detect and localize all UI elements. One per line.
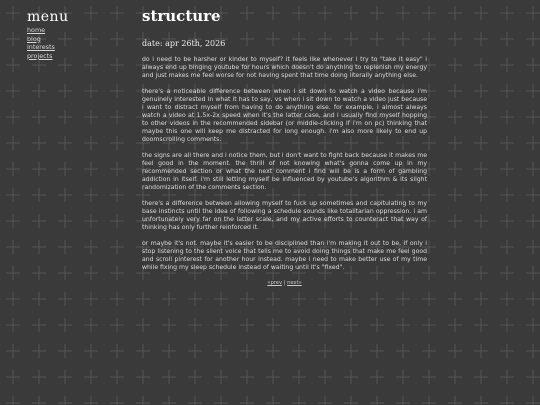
post-date: date: apr 26th, 2026: [142, 39, 226, 48]
post-paragraph: the signs are all there and i notice them, but i don't want to fight back because it makes me feel good in the moment. the thrill of not knowing what's gonna come up in my recommended section or what the next comment i find will be is a form of gambling addiction in itself. i'm still letting myself be influenced by youtube's algorithm & its slight randomization of the comments section.: [142, 151, 427, 192]
nav-link-interests[interactable]: interests: [27, 43, 55, 52]
post-paragraph: there's a difference between allowing myself to fuck up sometimes and capitulating to my base instincts until the idea of following a schedule sounds like totalitarian oppression. i am unfortunately very far on the latter scale, and my active efforts to counteract that way of thinking has only further reinforced it.: [142, 199, 427, 232]
prev-link[interactable]: «prev: [267, 279, 283, 286]
site-nav: [27, 10, 122, 60]
page-title: structure: [142, 7, 221, 25]
next-link[interactable]: next»: [287, 279, 302, 286]
nav-link-blog[interactable]: blog: [27, 34, 41, 43]
post-paragraph: do i need to be harsher or kinder to myself? it feels like whenever i try to "take it easy" i always end up binging youtube for hours which doesn't do anything to replenish my energy and just makes me feel worse for not having spent that time doing literally anything else.: [142, 56, 427, 80]
post-pager: [142, 280, 427, 286]
nav-link-home[interactable]: home: [27, 26, 46, 34]
main-content: [142, 8, 427, 286]
blog-post: [142, 56, 427, 272]
nav-title: menu: [27, 9, 69, 25]
post-paragraph: or maybe it's not. maybe it's easier to be disciplined than i'm making it out to be, if only i stop listening to the silent voice that tells me to avoid doing things that make me feel good and scroll pinterest for another hour instead. maybe i need to make better use of my time while fixing my sleep schedule instead of waiting until it's "fixed".: [142, 239, 427, 272]
post-paragraph: there's a noticeable difference between when i sit down to watch a video because i'm genuinely interested in what it has to say, vs when i sit down to watch a video just because i want to distract myself from having to do anything else. for example, i almost always watch a video at 1.5x-2x speed when it's the latter case, and i usually find myself hopping to other videos in the recommended sidebar (or middle-clicking if i'm on pc) thinking that maybe this one will keep me distracted for long enough. i'm also more likely to end up doomscrolling comments.: [142, 87, 427, 144]
nav-link-projects[interactable]: projects: [27, 51, 53, 60]
pager-separator: |: [282, 279, 288, 286]
